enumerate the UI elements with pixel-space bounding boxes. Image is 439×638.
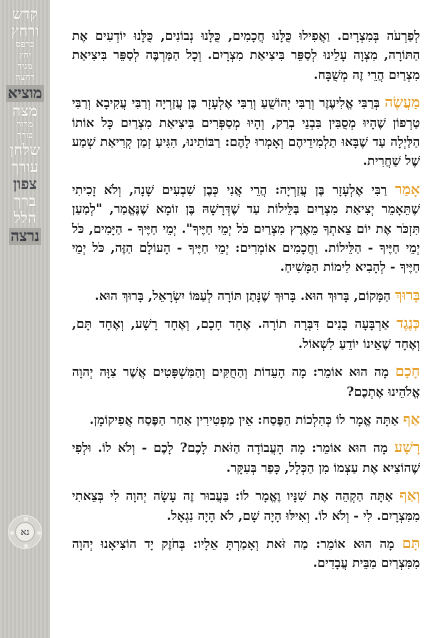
paragraph [72, 486, 420, 525]
paragraph-lead-word: אָמַר [394, 180, 420, 198]
paragraph-text: אַרְבָּעָה בָנִים דִּבְּרָה תוֹרָה. אֶחָד חָכָם, וְאֶחָד רָשָׁע, וְאֶחָד תָּם, וְאֶחָד שֶׁאֵינוֹ יוֹדֵעַ לִשְׁאוֹל. [72, 316, 420, 351]
paragraph-text: אַתָּה הַקְהֵה אֶת שִׁנָּיו וֶאֱמָר לוֹ: בַּעֲבוּר זֶה עָשָׂה יְהוָה לִי בְּצֵאתִי מִמִּצְרָיִם. לִי - וְלֹא לוֹ. וְאִילּוּ הָיָה שָׁם, לֹא הָיָה נִגְאָל. [72, 488, 420, 523]
seder-step-5: רחצה [15, 73, 35, 83]
paragraph [72, 93, 420, 171]
seder-step-7: מצה [12, 102, 38, 120]
medallion-dot [37, 531, 41, 535]
paragraph [72, 286, 420, 305]
seder-step-2: כרפס [15, 40, 35, 50]
paragraph [72, 438, 420, 477]
paragraph-text: מָה הוּא אוֹמֵר: מָה הָעֵדוֹת וְהַחֻקִּים וְהַמִּשְׁפָּטִים אֲשֶׁר צִוָּה יְהוָה אֱלֹהֵינוּ אֶתְכֶם? [72, 364, 420, 399]
seder-step-11: עורך [11, 158, 39, 176]
paragraph-text: לְפַרְעֹה בְּמִצְרָיִם. וַאֲפִילוּ כֻּלָּנוּ חֲכָמִים, כֻּלָּנוּ נְבוֹנִים, כֻּלָּנוּ יוֹדְעִים אֶת הַתּוֹרָה, מִצְוָה עָלֵינוּ לְסַפֵּר בִּיצִיאַת מִצְרָיִם. וְכָל הַמַּרְבֶּה לְסַפֵּר בִּיצִיאַת מִצְרַיִם הֲרֵי זֶה מְשֻׁבָּח. [72, 28, 420, 82]
paragraph [72, 314, 420, 353]
paragraph [72, 26, 420, 84]
seder-step-15: נרצה [10, 227, 40, 245]
paragraph-lead-word: וְאַף [399, 487, 420, 505]
paragraph-text: רַבִּי אֶלְעָזָר בֶּן עֲזַרְיָה: הֲרֵי אֲנִי כְּבֶן שִׁבְעִים שָׁנָה, וְלֹא זָכִיתִי שֶׁתֵּאָמֵר יְצִיאַת מִצְרַיִם בַּלֵּילוֹת עַד שֶׁדְּרָשָׁהּ בֶּן זוֹמָא שֶׁנֶּאֱמַר, "לְמַעַן תִּזְכֹּר אֶת יוֹם צֵאתְךָ מֵאֶרֶץ מִצְרַיִם כֹּל יְמֵי חַיֶּיךָ". יְמֵי חַיֶּיךָ - הַיָּמִים, כֹּל יְמֵי חַיֶּיךָ - הַלֵּילוֹת. וַחֲכָמִים אוֹמְרִים: יְמֵי חַיֶּיךָ - הָעוֹלָם הַזֶּה, כֹּל יְמֵי חַיֶּיךָ - לְהָבִיא לִימוֹת הַמָּשִׁיחַ. [72, 181, 420, 275]
seder-step-3: יחץ [18, 51, 32, 61]
seder-step-4: מגיד [17, 62, 33, 72]
paragraph [72, 410, 420, 429]
paragraph-lead-word: כְּנֶגֶד [396, 315, 420, 333]
paragraph-text: מָה הוּא אוֹמֵר: מָה הָעֲבוֹדָה הַזֹּאת לָכֶם? לָכֶם - וְלֹא לוֹ. וּלְפִי שֶׁהוֹצִיא אֶת עַצְמוֹ מִן הַכְּלָל, כָּפַר בְּעִקָּר. [72, 440, 420, 475]
paragraph-lead-word: בָּרוּךְ [395, 286, 420, 304]
paragraph [72, 180, 420, 277]
paragraph [72, 534, 420, 573]
medallion-dot [10, 531, 14, 535]
paragraph-lead-word: תָּם [402, 534, 420, 552]
page-number-medallion [8, 515, 42, 549]
paragraph-text: מָה הוּא אוֹמֵר: מַה זֹּאת וְאָמַרְתָּ אֵלָיו: בְּחֹזֶק יָד הוֹצִיאָנוּ יְהוָה מִמִּצְרַיִם מִבֵּית עֲבָדִים. [72, 535, 420, 571]
paragraph-lead-word: חָכָם [395, 363, 420, 381]
medallion-dot [24, 517, 28, 521]
seder-step-13: ברך [14, 192, 36, 210]
paragraph [72, 362, 420, 401]
seder-step-10: שלחן [9, 141, 41, 159]
paragraph-lead-word: רָשָׁע [394, 439, 420, 457]
medallion-dot [24, 544, 28, 548]
seder-steps-sidebar [0, 0, 50, 638]
paragraph-text: אַתָּה אֱמָר לוֹ כְּהִלְכוֹת הַפֶּסַח: אֵין מַפְטִירִין אַחַר הַפֶּסַח אֲפִיקוֹמָן. [89, 411, 404, 427]
seder-step-1: ורחץ [11, 22, 39, 40]
seder-step-0: קדש [12, 5, 38, 23]
seder-step-9: כורך [17, 131, 33, 141]
seder-steps-list [8, 6, 42, 246]
paragraph-text: הַמָּקוֹם, בָּרוּךְ הוּא. בָּרוּךְ שֶׁנָּתַן תּוֹרָה לְעַמּוֹ יִשְׂרָאֵל, בָּרוּךְ הוּא. [94, 287, 396, 303]
seder-step-8: מרור [16, 120, 34, 130]
paragraph-lead-word: מַעֲשֶׂה [384, 94, 420, 112]
paragraph-text: בְּרַבִּי אֱלִיעֶזֶר וְרַבִּי יְהוֹשֻׁעַ וְרַבִּי אֶלְעָזָר בֶּן עֲזַרְיָה וְרַבִּי עֲקִיבָא וְרַבִּי טַרְפוֹן שֶׁהָיוּ מְסֻבִּין בִּבְנֵי בְרַק, וְהָיוּ מְסַפְּרִים בִּיצִיאַת מִצְרַיִם כָּל אוֹתוֹ הַלַּיְלָה עַד שֶׁבָּאוּ תַלְמִידֵיהֶם וְאָמְרוּ לָהֶם: רַבּוֹתֵינוּ, הִגִּיעַ זְמַן קְרִיאַת שְׁמַע שֶׁל שַׁחֲרִית. [72, 95, 420, 169]
page-number: נא [15, 522, 35, 542]
haggadah-text [72, 26, 420, 582]
seder-step-12: צפון [13, 175, 37, 193]
seder-step-14: הלל [13, 209, 37, 227]
seder-step-6: מוציא [7, 84, 43, 102]
paragraph-lead-word: אַף [403, 410, 420, 428]
